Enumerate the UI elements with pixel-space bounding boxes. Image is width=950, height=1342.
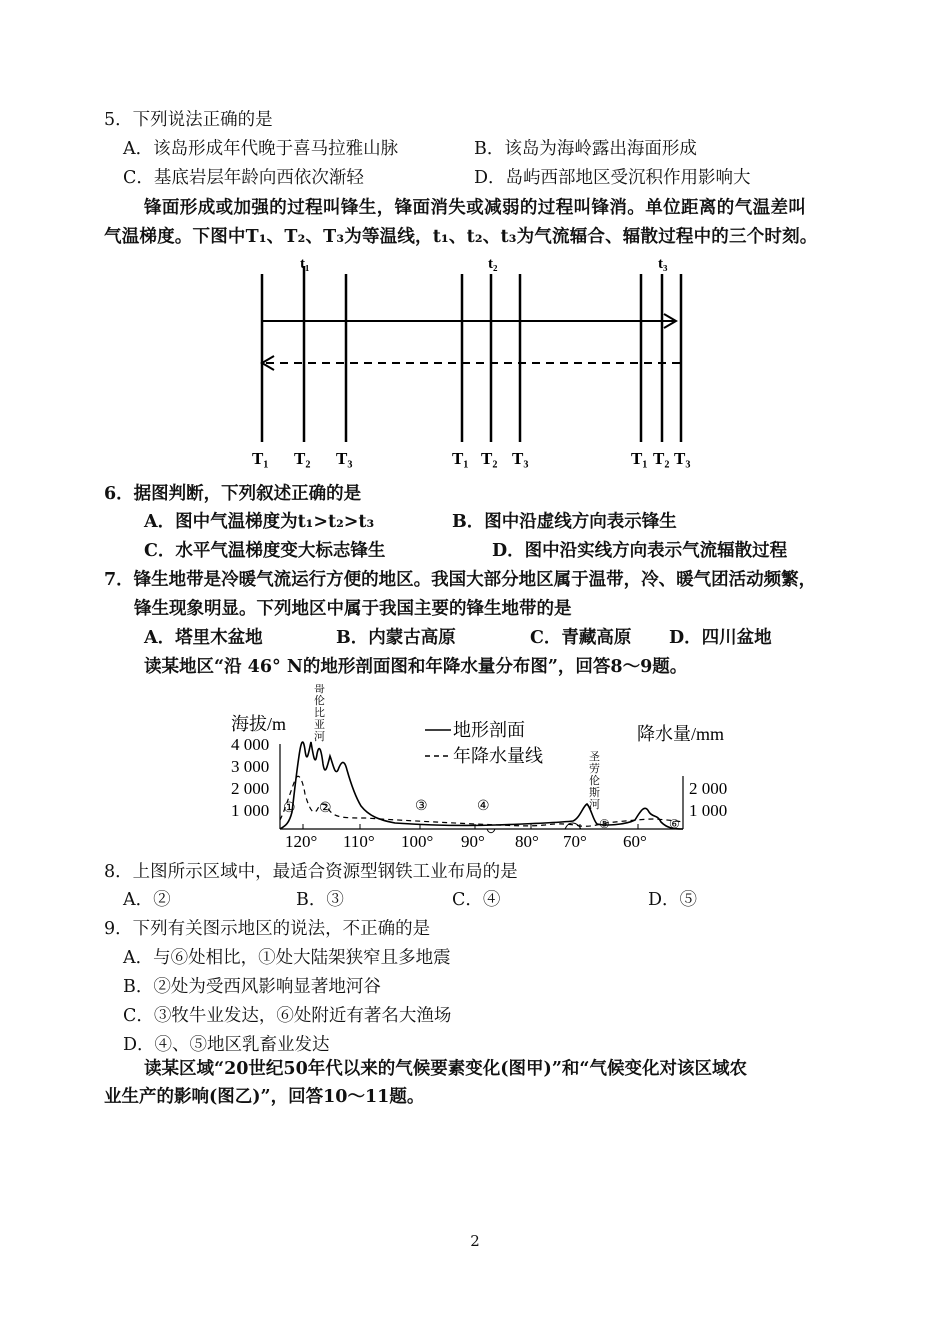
- svg-text:河: 河: [589, 799, 600, 811]
- q7-option-c: C．青藏高原: [530, 628, 632, 648]
- q6-option-d: D．图中沿实线方向表示气流辐散过程: [492, 541, 788, 561]
- river-label-st-lawrence: [589, 750, 600, 811]
- river-label-columbia: [314, 684, 325, 743]
- svg-text:哥: 哥: [314, 684, 325, 695]
- isotherm-label: T₁: [631, 449, 648, 468]
- time-label-t1: t₁: [300, 256, 310, 272]
- q9-option-b: B．②处为受西风影响显著地河谷: [123, 977, 381, 997]
- q8-option-d: D．⑤: [648, 890, 698, 910]
- legend-solid-label: 地形剖面: [453, 720, 525, 740]
- isotherm-diagram: [230, 254, 710, 480]
- q8-option-b: B．③: [296, 890, 344, 910]
- marker-1: ①: [283, 801, 296, 816]
- marker-5: ⑤: [599, 817, 610, 831]
- left-tick: 1 000: [231, 801, 270, 820]
- x-tick: 90°: [461, 832, 485, 851]
- right-tick: 1 000: [689, 801, 728, 820]
- q5-option-c: C．基底岩层年龄向西依次渐轻: [123, 168, 364, 188]
- q5-option-a: A．该岛形成年代晚于喜马拉雅山脉: [123, 139, 399, 159]
- q6-stem: 6．据图判断，下列叙述正确的是: [104, 484, 362, 504]
- isotherm-label: T₃: [336, 449, 353, 468]
- time-label-t2: t₂: [488, 256, 498, 272]
- isotherm-label: T₃: [674, 449, 691, 468]
- q7-option-b: B．内蒙古高原: [336, 628, 456, 648]
- left-tick: 4 000: [231, 735, 270, 754]
- x-tick: 70°: [563, 832, 587, 851]
- left-axis-title: 海拔/m: [231, 714, 287, 734]
- x-tick: 110°: [343, 832, 375, 851]
- q7-line2: 锋生现象明显。下列地区中属于我国主要的锋生地带的是: [134, 599, 572, 619]
- q7-option-a: A．塔里木盆地: [144, 628, 263, 648]
- q6-option-c: C．水平气温梯度变大标志锋生: [144, 541, 386, 561]
- x-tick: 60°: [623, 832, 647, 851]
- marker-4: ④: [477, 799, 490, 814]
- q5-stem: 5．下列说法正确的是: [104, 110, 273, 130]
- time-label-t3: t₃: [658, 256, 668, 272]
- left-tick: 2 000: [231, 779, 270, 798]
- svg-text:伦: 伦: [314, 695, 325, 707]
- svg-text:圣: 圣: [589, 751, 600, 763]
- page-number: 2: [470, 1232, 480, 1250]
- q9-option-a: A．与⑥处相比，①处大陆架狭窄且多地震: [123, 948, 451, 968]
- q9-option-d: D．④、⑤地区乳畜业发达: [123, 1035, 330, 1055]
- isotherm-label: T₂: [294, 449, 311, 468]
- isotherm-label: T₂: [481, 449, 498, 468]
- svg-text:劳: 劳: [589, 763, 600, 775]
- intro3-line2: 业生产的影响(图乙)”，回答10～11题。: [104, 1087, 425, 1107]
- intro2: 读某地区“沿 46° N的地形剖面图和年降水量分布图”，回答8～9题。: [144, 657, 688, 677]
- marker-3: ③: [415, 799, 428, 814]
- svg-text:伦: 伦: [589, 775, 600, 787]
- x-tick: 120°: [285, 832, 318, 851]
- isotherm-label: T₁: [452, 449, 469, 468]
- terrain-dip: [565, 823, 581, 829]
- isotherm-label: T₃: [512, 449, 529, 468]
- q5-option-d: D．岛屿西部地区受沉积作用影响大: [474, 168, 751, 188]
- svg-text:斯: 斯: [589, 787, 600, 799]
- intro1-line1: 锋面形成或加强的过程叫锋生，锋面消失或减弱的过程叫锋消。单位距离的气温差叫: [144, 198, 807, 218]
- legend-dashed-label: 年降水量线: [453, 746, 543, 766]
- svg-text:河: 河: [314, 731, 325, 743]
- q9-stem: 9．下列有关图示地区的说法，不正确的是: [104, 919, 431, 939]
- q7-line1: 7．锋生地带是冷暖气流运行方便的地区。我国大部分地区属于温带，冷、暖气团活动频繁，: [104, 570, 817, 590]
- q9-option-c: C．③牧牛业发达，⑥处附近有著名大渔场: [123, 1006, 452, 1026]
- marker-6: ⑥: [669, 817, 680, 831]
- marker-2: ②: [319, 801, 332, 816]
- q8-stem: 8．上图所示区域中，最适合资源型钢铁工业布局的是: [104, 862, 518, 882]
- q6-option-a: A．图中气温梯度为t₁>t₂>t₃: [144, 512, 375, 532]
- q8-option-c: C．④: [452, 890, 501, 910]
- isotherm-label: T₁: [252, 449, 269, 468]
- right-axis-title: 降水量/mm: [637, 724, 725, 744]
- right-tick: 2 000: [689, 779, 728, 798]
- x-tick: 80°: [515, 832, 539, 851]
- isotherm-label: T₂: [653, 449, 670, 468]
- svg-text:比: 比: [314, 707, 325, 719]
- terrain-profile-chart: [225, 684, 745, 858]
- x-tick: 100°: [401, 832, 434, 851]
- q7-option-d: D．四川盆地: [669, 628, 772, 648]
- intro3-line1: 读某区域“20世纪50年代以来的气候要素变化(图甲)”和“气候变化对该区域农: [144, 1059, 747, 1079]
- q6-option-b: B．图中沿虚线方向表示锋生: [452, 512, 677, 532]
- intro1-line2: 气温梯度。下图中T₁、T₂、T₃为等温线，t₁、t₂、t₃为气流辐合、辐散过程中的三个时刻。: [104, 227, 818, 247]
- q8-option-a: A．②: [123, 890, 171, 910]
- svg-text:亚: 亚: [314, 719, 325, 731]
- q5-option-b: B．该岛为海岭露出海面形成: [474, 139, 697, 159]
- left-tick: 3 000: [231, 757, 270, 776]
